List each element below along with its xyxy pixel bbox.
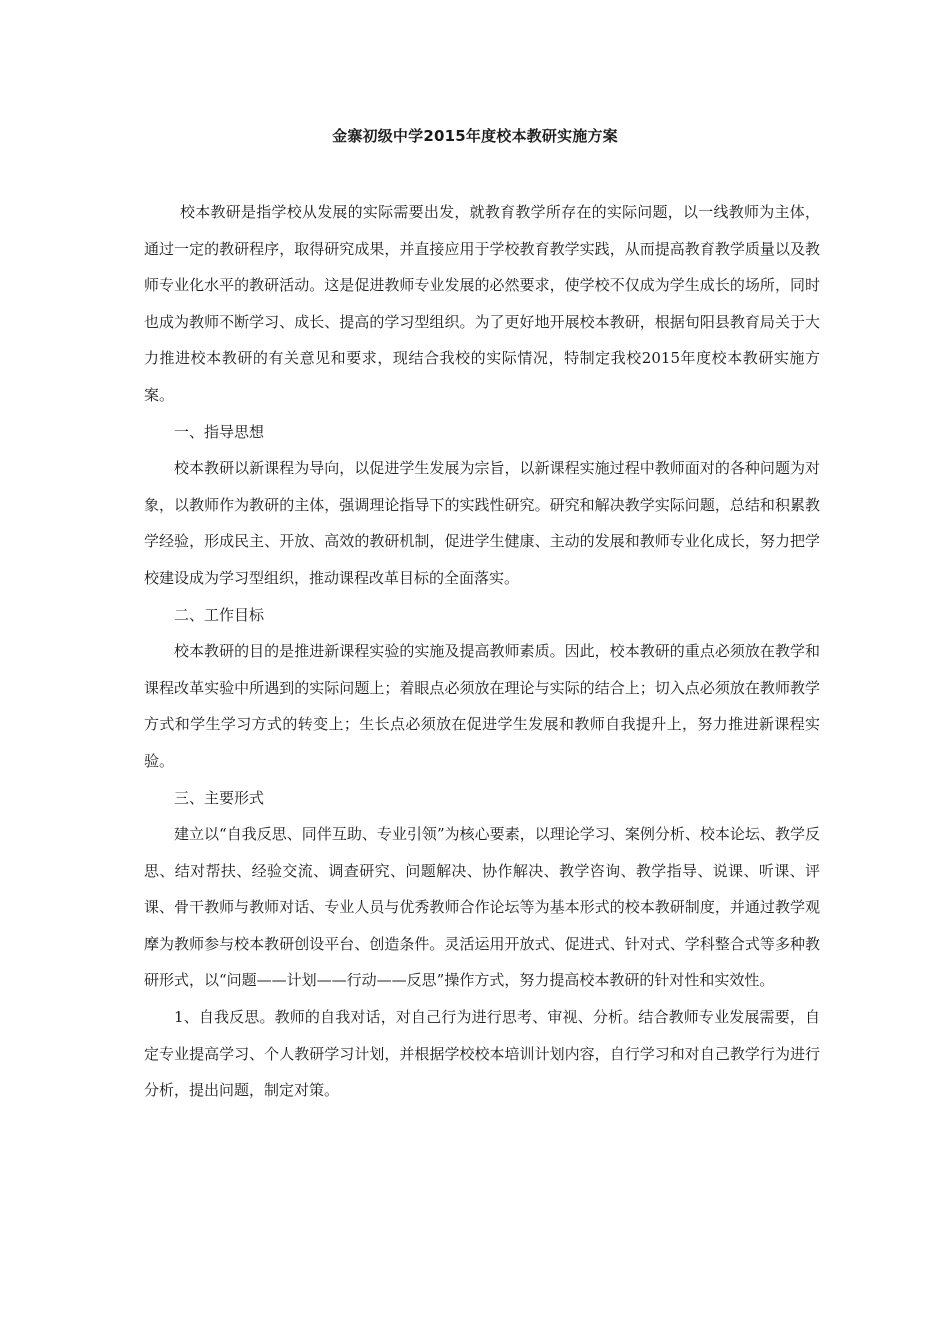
document-body (144, 194, 820, 1109)
section-paragraph-work-goals: 校本教研的目的是推进新课程实验的实施及提高教师素质。因此，校本教研的重点必须放在教学和课程改革实验中所遇到的实际问题上；着眼点必须放在理论与实际的结合上；切入点必须放在教师教学方式和学生学习方式的转变上；生长点必须放在促进学生发展和教师自我提升上，努力推进新课程实验。 (144, 642, 820, 770)
intro-paragraph: 校本教研是指学校从发展的实际需要出发，就教育教学所存在的实际问题，以一线教师为主体，通过一定的教研程序，取得研究成果，并直接应用于学校教育教学实践，从而提高教育教学质量以及教师专业化水平的教研活动。这是促进教师专业发展的必然要求，使学校不仅成为学生成长的场所，同时也成为教师不断学习、成长、提高的学习型组织。为了更好地开展校本教研，根据旬阳县教育局关于大力推进校本教研的有关意见和要求，现结合我校的实际情况，特制定我校2015年度校本教研实施方案。 (144, 203, 820, 404)
section-heading-guiding-ideology: 一、指导思想 (174, 422, 265, 441)
section-paragraph-guiding-ideology: 校本教研以新课程为导向，以促进学生发展为宗旨，以新课程实施过程中教师面对的各种问题为对象，以教师作为教研的主体，强调理论指导下的实践性研究。研究和解决教学实际问题，总结和积累教学经验，形成民主、开放、高效的教研机制，促进学生健康、主动的发展和教师专业化成长，努力把学校建设成为学习型组织，推动课程改革目标的全面落实。 (144, 459, 820, 587)
document-title: 金寨初级中学2015年度校本教研实施方案 (332, 127, 618, 145)
section-heading-work-goals: 二、工作目标 (174, 605, 265, 624)
section-paragraph-main-forms: 建立以“自我反思、同伴互助、专业引领”为核心要素，以理论学习、案例分析、校本论坛、教学反思、结对帮扶、经验交流、调查研究、问题解决、协作解决、教学咨询、教学指导、说课、听课、评课、骨干教师与教师对话、专业人员与优秀教师合作论坛等为基本形式的校本教研制度，并通过教学观摩为教师参与校本教研创设平台、创造条件。灵活运用开放式、促进式、针对式、学科整合式等多种教研形式，以“问题——计划——行动——反思”操作方式，努力提高校本教研的针对性和实效性。 (144, 825, 820, 990)
item-self-reflection: 1、自我反思。教师的自我对话，对自己行为进行思考、审视、分析。结合教师专业发展需要，自定专业提高学习、个人教研学习计划，并根据学校校本培训计划内容，自行学习和对自己教学行为进行分析，提出问题，制定对策。 (144, 1008, 820, 1100)
section-heading-main-forms: 三、主要形式 (174, 788, 265, 807)
